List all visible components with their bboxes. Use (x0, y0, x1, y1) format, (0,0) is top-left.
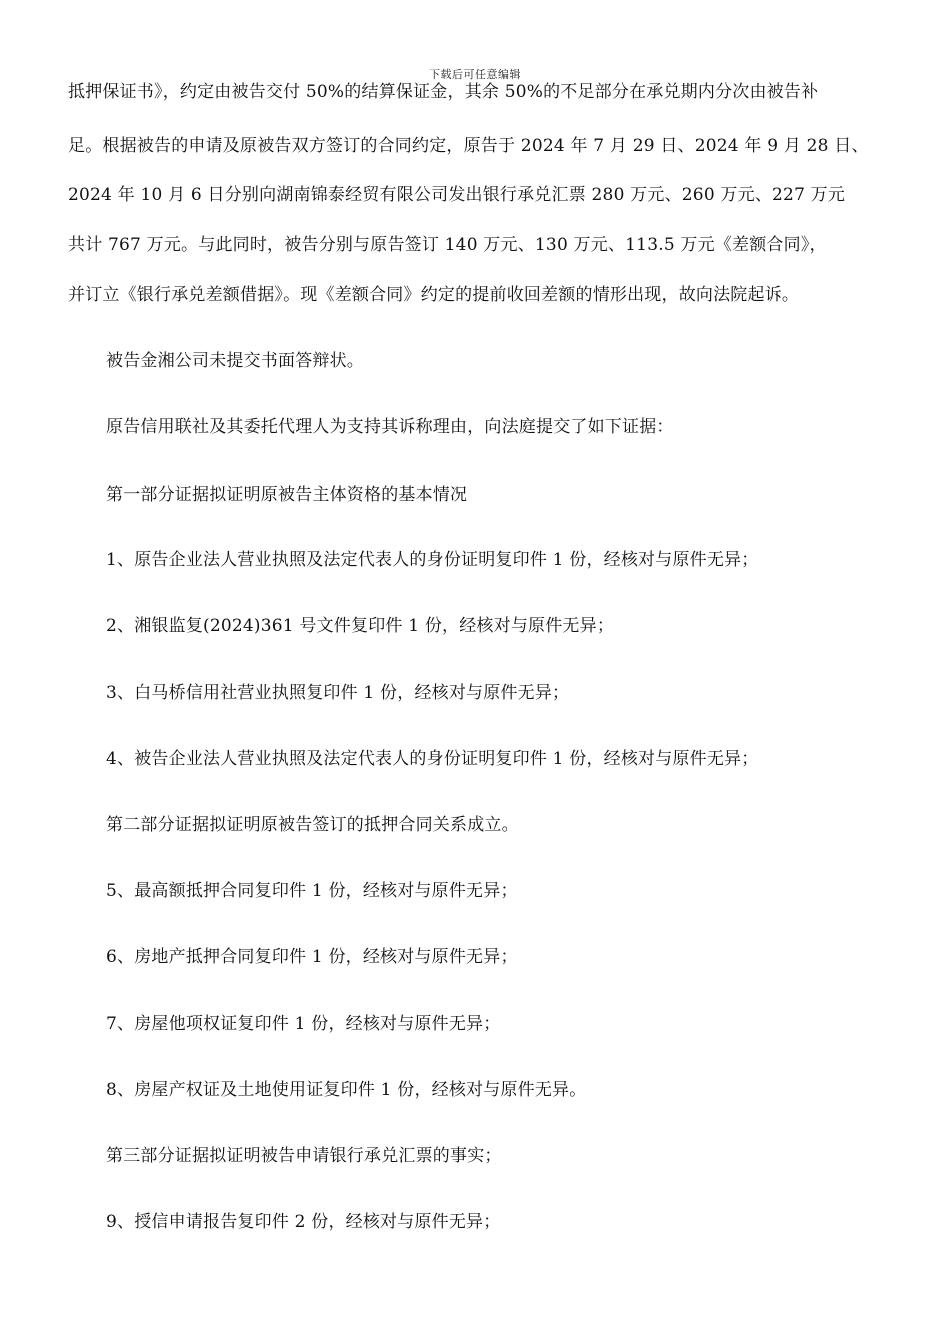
paragraph-line: 足。根据被告的申请及原被告双方签订的合同约定，原告于 2024 年 7 月 29 日、2024 年 9 月 28 日、 (68, 136, 869, 156)
evidence-item-8: 8、房屋产权证及土地使用证复印件 1 份，经核对与原件无异。 (106, 1080, 587, 1100)
evidence-item-5: 5、最高额抵押合同复印件 1 份，经核对与原件无异； (106, 881, 518, 901)
paragraph-defendant-no-reply: 被告金湘公司未提交书面答辩状。 (106, 351, 364, 371)
section-heading-part-1: 第一部分证据拟证明原被告主体资格的基本情况 (106, 485, 468, 505)
paragraph-line: 并订立《银行承兑差额借据》。现《差额合同》约定的提前收回差额的情形出现，故向法院起诉。 (68, 285, 800, 305)
paragraph-evidence-intro: 原告信用联社及其委托代理人为支持其诉称理由，向法庭提交了如下证据： (106, 417, 674, 437)
evidence-item-4: 4、被告企业法人营业执照及法定代表人的身份证明复印件 1 份，经核对与原件无异； (106, 749, 759, 769)
paragraph-line: 共计 767 万元。与此同时，被告分别与原告签订 140 万元、130 万元、113.5 万元《差额合同》， (68, 235, 827, 255)
evidence-item-2: 2、湘银监复(2024)361 号文件复印件 1 份，经核对与原件无异； (106, 616, 615, 636)
paragraph-line: 2024 年 10 月 6 日分别向湖南锦泰经贸有限公司发出银行承兑汇票 280 万元、260 万元、227 万元 (68, 185, 846, 205)
section-heading-part-2: 第二部分证据拟证明原被告签订的抵押合同关系成立。 (106, 815, 519, 835)
evidence-item-9: 9、授信申请报告复印件 2 份，经核对与原件无异； (106, 1212, 501, 1232)
evidence-item-1: 1、原告企业法人营业执照及法定代表人的身份证明复印件 1 份，经核对与原件无异； (106, 550, 759, 570)
evidence-item-3: 3、白马桥信用社营业执照复印件 1 份，经核对与原件无异； (106, 683, 570, 703)
paragraph-line: 抵押保证书》，约定由被告交付 50%的结算保证金，其余 50%的不足部分在承兑期内分次由被告补 (68, 82, 819, 102)
header-watermark: 下载后可任意编辑 (429, 68, 521, 81)
evidence-item-6: 6、房地产抵押合同复印件 1 份，经核对与原件无异； (106, 947, 518, 967)
section-heading-part-3: 第三部分证据拟证明被告申请银行承兑汇票的事实； (106, 1146, 502, 1166)
evidence-item-7: 7、房屋他项权证复印件 1 份，经核对与原件无异； (106, 1014, 501, 1034)
